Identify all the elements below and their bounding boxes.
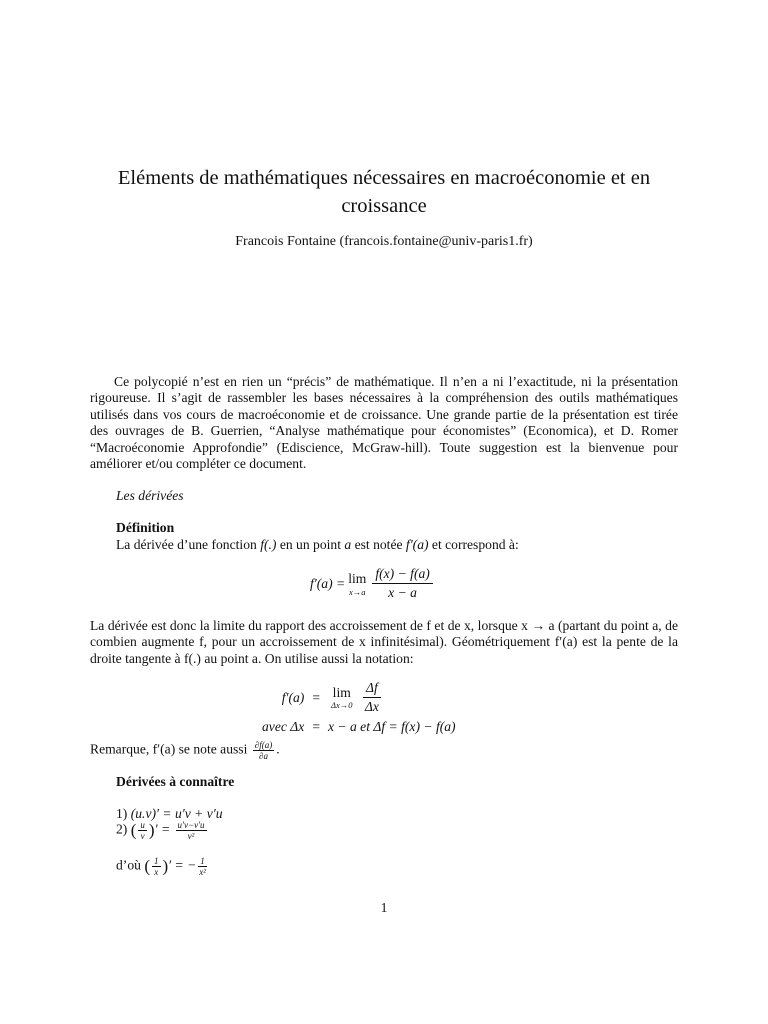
formula2-row1-rhs [324, 678, 460, 717]
formula1-limit [348, 571, 366, 596]
formula2-lim: lim [332, 685, 351, 700]
page-number: 1 [380, 900, 388, 915]
remark-end: . [276, 741, 280, 757]
def-point: a [344, 537, 352, 552]
formula2-num: Δf [363, 680, 381, 698]
formula2-row2-rhs: x − a et Δf = f(x) − f(a) [327, 719, 456, 734]
rule2-close-paren: ) [148, 820, 155, 840]
formula2-lim-sub: Δx→0 [330, 700, 353, 710]
rule2-den: v [140, 831, 145, 841]
def-text-mid2: est notée [351, 537, 406, 552]
dou-result-fraction [198, 856, 207, 877]
reciprocal-rule [116, 856, 209, 877]
def-text-mid: en un point [276, 537, 345, 552]
rule2-open-paren: ( [130, 820, 137, 840]
formula2-den: Δx [364, 699, 379, 714]
remark-text: Remarque, f′(a) se note aussi [90, 741, 248, 757]
formula2-row2-lhs: avec Δx [262, 719, 305, 734]
dou-fraction [152, 856, 161, 877]
formula2-limit [331, 685, 353, 710]
def-fn: f(.) [260, 537, 277, 552]
document-title: Eléments de mathématiques nécessaires en macroéconomie et en croissance [117, 167, 651, 217]
delta-notation-formula [258, 678, 460, 737]
def-notation: f′(a) [405, 537, 429, 552]
formula1-num: f(x) − f(a) [372, 566, 432, 584]
formula2-row1-lhs: f′(a) [281, 689, 305, 705]
rule1-expr: (u.v)′ = u′v + v′u [130, 806, 223, 821]
rule2-rnum: u′v−v′u [177, 820, 205, 830]
remark-den: ∂a [259, 751, 268, 761]
rule2-label: 2) [116, 821, 128, 837]
dou-power: ′ = − [168, 857, 197, 873]
remark-line [90, 740, 280, 761]
def-text-before: La dérivée d’une fonction [116, 537, 261, 552]
dou-rnum: 1 [200, 856, 205, 866]
abstract-paragraph: Ce polycopié n’est en rien un “précis” de mathématique. Il n’en a ni l’exactitude, ni la présentation rigoureuse. Il s’agit de rassembler les bases nécessaires à la compréhension des outils mathématiques utilisés dans vos cours de macroéconomie et de croissance. Une grande partie de la présentation est tirée des ouvrages de B. Guerrien, “Analyse mathématique pour économistes” (Economica), et D. Romer “Macroéconomie Approfondie” (Ediscience, McGraw-hill). Toute suggestion est la bienvenue pour améliorer et/ou compléter ce document. [90, 374, 678, 472]
formula2-row1-eq: = [312, 689, 320, 705]
definition-text [116, 537, 519, 553]
formula1-lhs: f′(a) = [310, 575, 346, 591]
explanation-paragraph: La dérivée est donc la limite du rapport des accroissement de f et de x, lorsque x → a (partant du point a, de combien augmente f, pour un accroissement de x infinitésimal). Géométriquement f′(a) est la pente de la droite tangente à f(.) au point a. On utilise aussi la notation: [90, 618, 678, 666]
remark-num: ∂f(a) [254, 740, 273, 750]
dou-text: d’où [116, 857, 141, 873]
rule-quotient [116, 820, 209, 841]
derivative-formula [310, 566, 436, 602]
rule2-result-fraction [176, 820, 207, 841]
rule2-rden: v² [187, 831, 195, 841]
formula1-den: x − a [388, 585, 417, 601]
rule2-power: ′ = [154, 821, 171, 837]
author-line: Francois Fontaine (francois.fontaine@univ-paris1.fr) [235, 234, 533, 249]
dou-den: x [154, 867, 159, 877]
formula2-row2-eq: = [312, 719, 320, 734]
definition-heading: Définition [116, 520, 175, 535]
remark-fraction [253, 740, 274, 761]
dou-num: 1 [154, 856, 159, 866]
formula1-lim-sub: x→a [348, 586, 366, 597]
derivatives-heading: Dérivées à connaître [116, 774, 235, 789]
def-text-after: et correspond à: [428, 537, 519, 552]
rule2-num: u [140, 820, 145, 830]
rule2-fraction [138, 820, 147, 841]
dou-open-paren: ( [144, 856, 150, 876]
dou-rden: x² [199, 867, 206, 877]
formula1-fraction [372, 566, 432, 602]
dou-close-paren: ) [162, 856, 169, 876]
formula2-fraction [362, 680, 382, 715]
formula1-lim: lim [348, 571, 367, 587]
section-title: Les dérivées [116, 488, 184, 503]
rule1-label: 1) [116, 806, 128, 821]
